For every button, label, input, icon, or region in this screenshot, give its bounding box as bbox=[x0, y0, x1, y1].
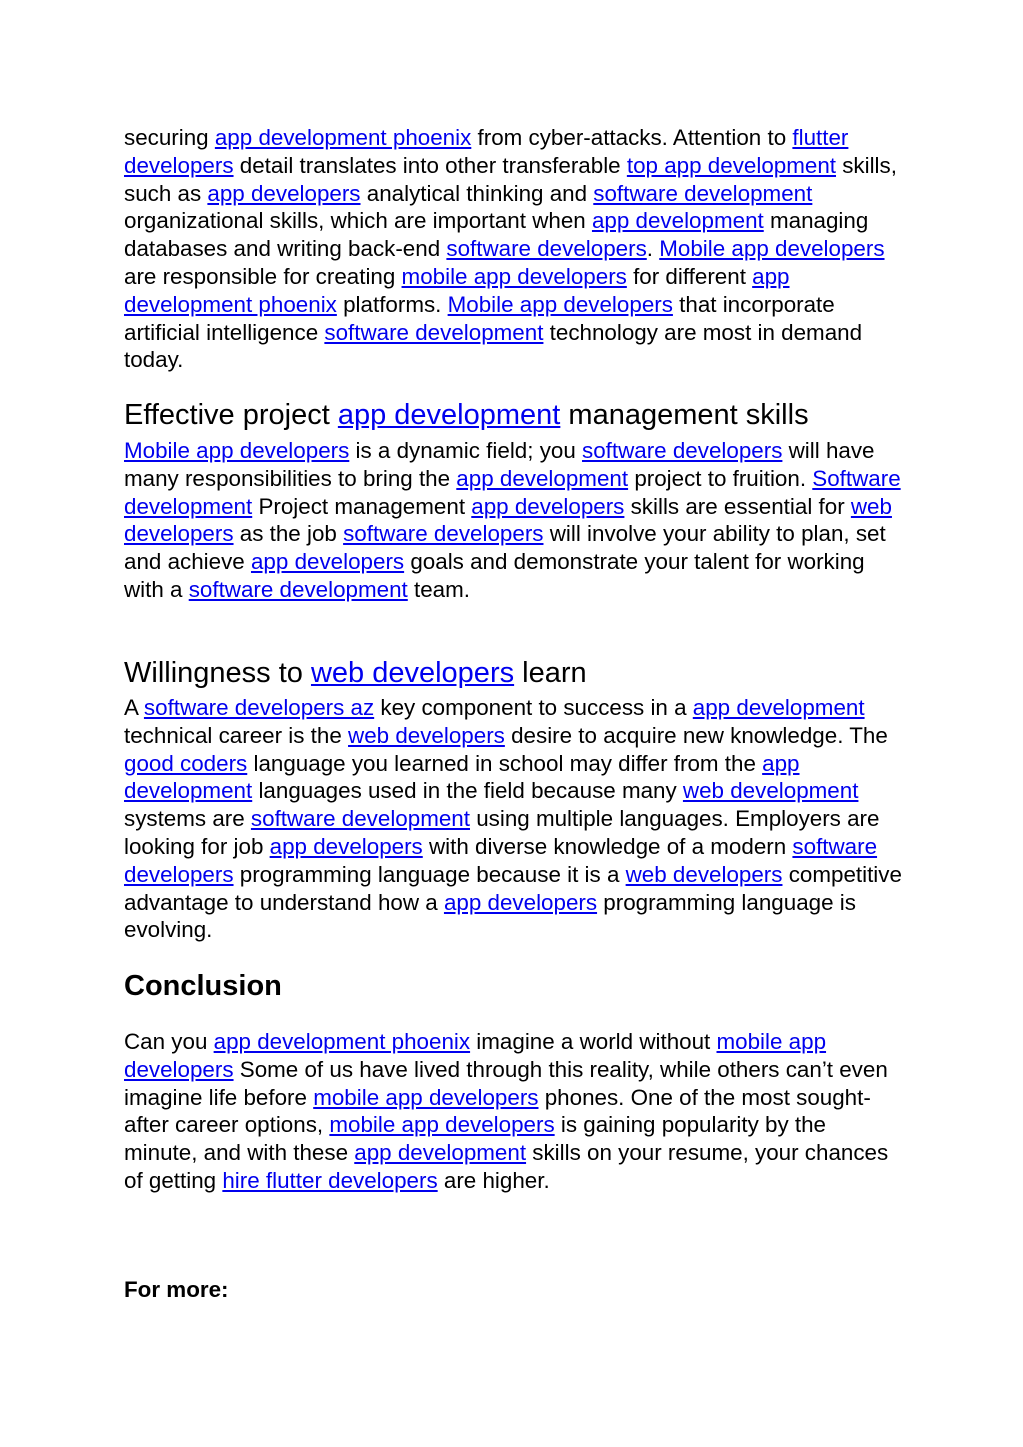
text-link[interactable]: Mobile app developers bbox=[124, 438, 350, 463]
text-run: A bbox=[124, 695, 144, 720]
text-run: language you learned in school may differ from the bbox=[247, 750, 763, 776]
text-run: for different bbox=[626, 263, 753, 289]
heading-conclusion: Conclusion bbox=[124, 970, 282, 1002]
text-link[interactable]: mobile app developers bbox=[313, 1084, 539, 1110]
text-link[interactable]: Mobile app developers bbox=[659, 236, 885, 262]
text-run: is gaining popularity by the minute, and with these bbox=[124, 1112, 827, 1166]
text-run: languages used in the field because many bbox=[252, 778, 683, 804]
text-run: managing databases and writing back-end bbox=[124, 208, 869, 262]
text-link[interactable]: app development bbox=[337, 399, 561, 431]
text-link[interactable]: app developers bbox=[250, 549, 405, 575]
text-link[interactable]: software developers az bbox=[143, 695, 375, 720]
heading-for-more: For more: bbox=[124, 1277, 229, 1302]
text-link[interactable]: app development phoenix bbox=[214, 125, 472, 150]
text-link[interactable]: app developers bbox=[269, 833, 423, 859]
text-link[interactable]: app development bbox=[591, 208, 764, 234]
text-run: programming language is evolving. bbox=[124, 889, 856, 943]
text-run: platforms. bbox=[336, 291, 448, 317]
text-link[interactable]: web developers bbox=[124, 493, 892, 547]
text-link[interactable]: web development bbox=[682, 778, 859, 804]
text-link[interactable]: software developers bbox=[582, 438, 783, 463]
text-link[interactable]: web developers bbox=[348, 722, 505, 748]
text-run: goals and demonstrate your talent for working with a bbox=[124, 549, 865, 602]
text-run: competitive advantage to understand how a bbox=[124, 861, 902, 915]
paragraph-conclusion bbox=[124, 1028, 904, 1195]
text-link[interactable]: software development bbox=[593, 180, 813, 206]
text-run: detail translates into other transferable bbox=[233, 152, 627, 178]
text-run: from cyber-attacks. Attention to bbox=[471, 125, 793, 150]
text-run: systems are bbox=[124, 806, 251, 832]
text-run: Project management bbox=[252, 493, 472, 519]
text-link[interactable]: mobile app developers bbox=[124, 1029, 827, 1082]
paragraph-project-management bbox=[124, 437, 904, 604]
text-run: project to fruition. bbox=[628, 465, 813, 491]
text-run: is a dynamic field; you bbox=[349, 438, 583, 463]
text-run: . bbox=[646, 236, 660, 262]
text-link[interactable]: software developers bbox=[446, 236, 647, 262]
text-run: analytical thinking and bbox=[360, 180, 594, 206]
text-run: that incorporate artificial intelligence bbox=[124, 291, 835, 345]
heading-project-management bbox=[124, 398, 904, 432]
text-run: are responsible for creating bbox=[124, 263, 402, 289]
text-run: will involve your ability to plan, set and achieve bbox=[124, 521, 886, 575]
text-link[interactable]: software developers bbox=[124, 833, 878, 887]
text-link[interactable]: software development bbox=[250, 806, 470, 832]
text-run: technical career is the bbox=[124, 722, 349, 748]
text-run: as the job bbox=[233, 521, 344, 547]
text-run: phones. One of the most sought-after career options, bbox=[124, 1084, 871, 1138]
text-link[interactable]: app development phoenix bbox=[124, 263, 790, 317]
text-link[interactable]: Mobile app developers bbox=[447, 291, 673, 317]
text-run: Some of us have lived through this reality, while others can’t even imagine life before bbox=[124, 1056, 888, 1110]
heading-willingness-to-learn bbox=[124, 656, 904, 690]
text-run: are higher. bbox=[437, 1167, 550, 1193]
text-run: desire to acquire new knowledge. The bbox=[504, 722, 888, 748]
paragraph-willingness-to-learn bbox=[124, 694, 904, 944]
text-link[interactable]: web developers bbox=[625, 861, 783, 887]
text-run: using multiple languages. Employers are looking for job bbox=[124, 806, 880, 859]
text-link[interactable]: app development bbox=[456, 465, 629, 491]
text-run: organizational skills, which are important when bbox=[124, 208, 592, 234]
text-link[interactable]: mobile app developers bbox=[329, 1112, 555, 1138]
text-link[interactable]: software developers bbox=[343, 521, 544, 547]
text-run: Can you bbox=[124, 1029, 214, 1054]
text-link[interactable]: top app development bbox=[626, 152, 836, 178]
text-run: learn bbox=[514, 657, 587, 689]
text-run: Willingness to bbox=[124, 657, 311, 689]
text-run: management skills bbox=[560, 399, 809, 431]
text-link[interactable]: app developers bbox=[471, 493, 625, 519]
text-run: imagine a world without bbox=[470, 1029, 717, 1054]
text-link[interactable]: flutter developers bbox=[124, 125, 849, 178]
text-run: will have many responsibilities to bring the bbox=[124, 438, 875, 491]
text-link[interactable]: app development bbox=[692, 695, 865, 720]
text-run: key component to success in a bbox=[374, 695, 693, 720]
text-link[interactable]: app developers bbox=[207, 180, 361, 206]
text-link[interactable]: app development bbox=[354, 1140, 527, 1166]
text-run: technology are most in demand today. bbox=[124, 319, 863, 373]
text-run: Effective project bbox=[124, 399, 338, 431]
text-run: skills are essential for bbox=[624, 493, 851, 519]
text-run: securing bbox=[124, 125, 215, 150]
text-run: programming language because it is a bbox=[233, 861, 626, 887]
text-link[interactable]: hire flutter developers bbox=[222, 1167, 438, 1193]
text-link[interactable]: Software development bbox=[124, 465, 901, 519]
text-link[interactable]: app developers bbox=[443, 889, 598, 915]
paragraph-security-skills bbox=[124, 124, 904, 374]
text-link[interactable]: app development bbox=[124, 750, 800, 804]
text-link[interactable]: app development phoenix bbox=[213, 1029, 471, 1054]
text-run: with diverse knowledge of a modern bbox=[422, 833, 793, 859]
text-link[interactable]: good coders bbox=[124, 750, 248, 776]
text-link[interactable]: software development bbox=[188, 576, 408, 602]
text-run: skills on your resume, your chances of getting bbox=[124, 1140, 889, 1193]
text-link[interactable]: web developers bbox=[310, 657, 515, 689]
text-run: team. bbox=[407, 576, 471, 602]
text-link[interactable]: mobile app developers bbox=[401, 263, 627, 289]
text-link[interactable]: software development bbox=[324, 319, 544, 345]
text-run: skills, such as bbox=[124, 152, 897, 206]
